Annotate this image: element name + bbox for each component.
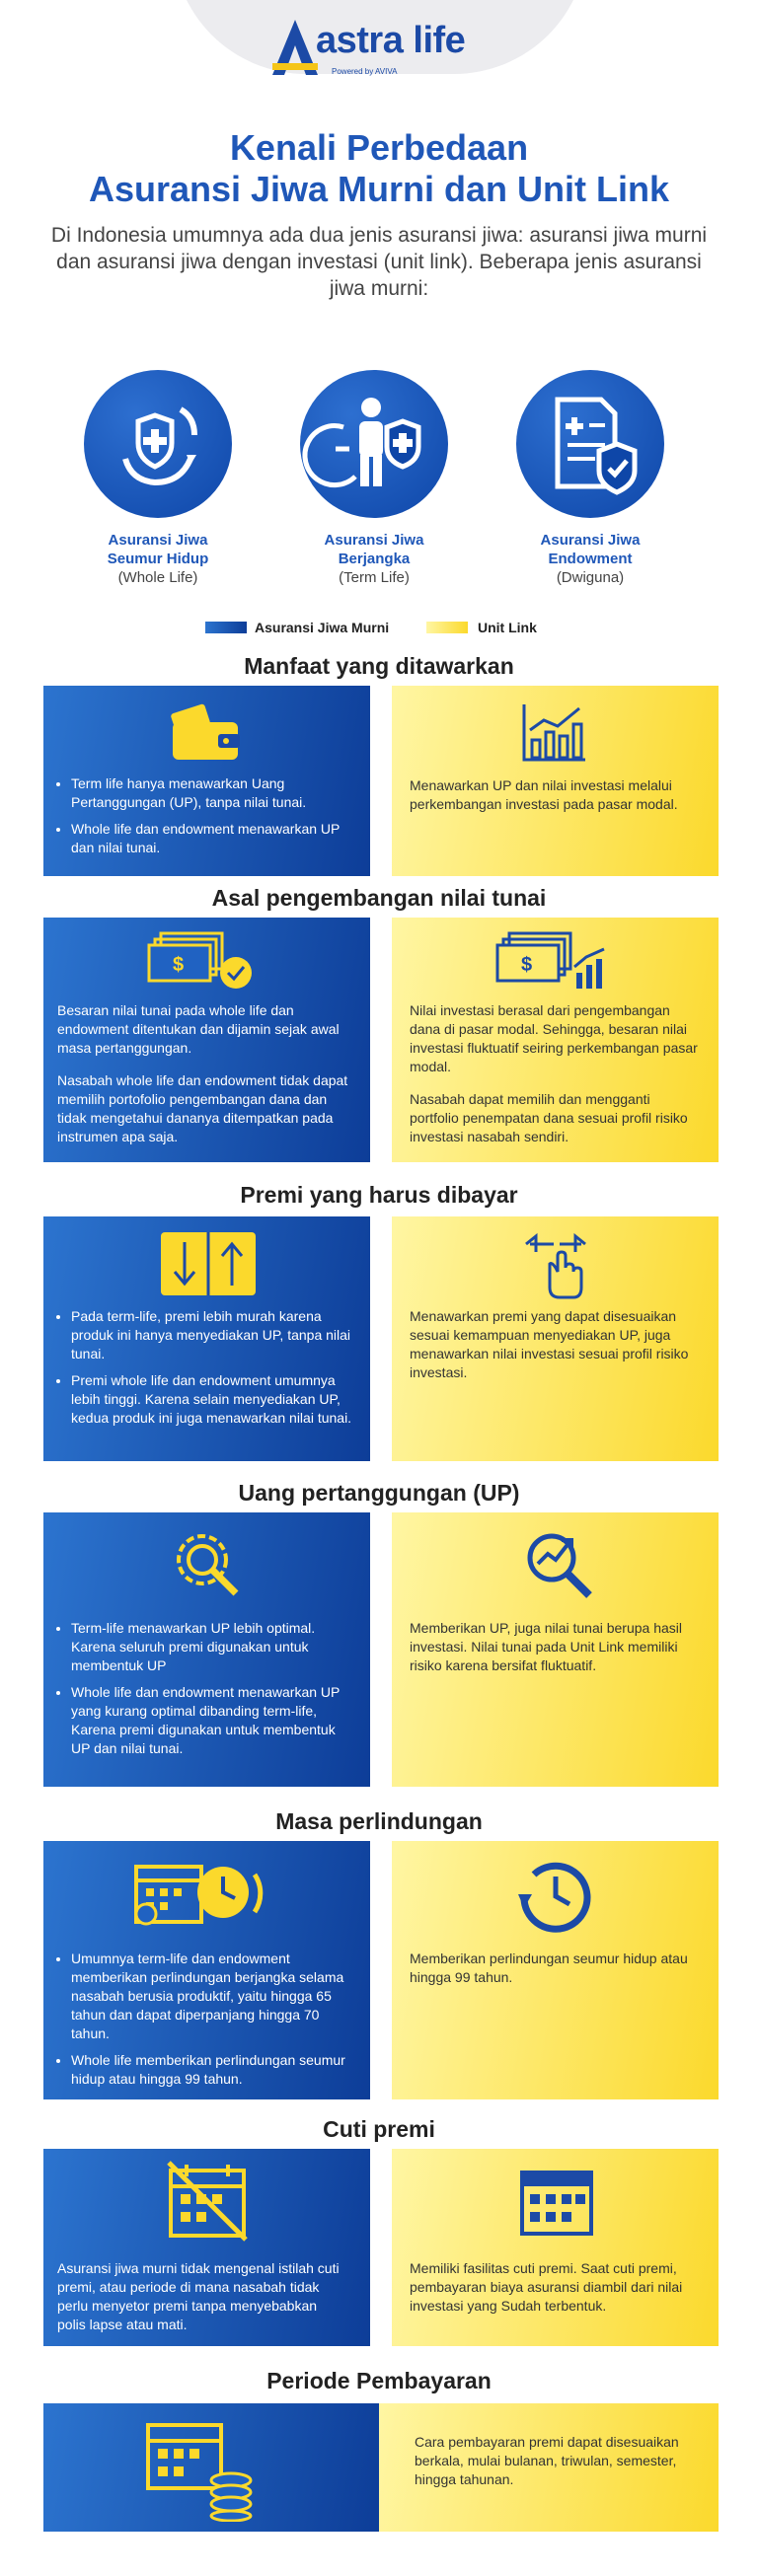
section-manfaat-blue-panel xyxy=(43,686,370,876)
manfaat-yellow-text: Menawarkan UP dan nilai investasi melalui perkembangan investasi pada pasar modal. xyxy=(410,777,678,812)
masa-blue-point-1: • Umumnya term-life dan endowment memberikan perlindungan berjangka selama nasabah berusia produktif, yaitu hingga 65 tahun dan dapat diperpanjang hingga 70 tahun. xyxy=(71,1950,353,2043)
section-premi-blue-panel xyxy=(43,1216,370,1461)
type-endowment-sub: (Dwiguna) xyxy=(556,569,625,586)
clock-refresh-icon xyxy=(514,1855,593,1934)
section-manfaat-title: Manfaat yang ditawarkan xyxy=(244,653,514,679)
brand-name: astra life xyxy=(316,20,466,61)
person-timer-shield-icon xyxy=(300,370,448,518)
section-up-yellow-panel xyxy=(392,1512,719,1787)
section-asal-title: Asal pengembangan nilai tunai xyxy=(211,885,547,911)
legend-yellow-label: Unit Link xyxy=(478,620,537,635)
type-whole-life-name2: Seumur Hidup xyxy=(107,551,209,567)
section-masa-yellow-panel xyxy=(392,1841,719,2099)
legend-blue-swatch xyxy=(205,622,247,633)
bar-chart-growth-icon xyxy=(520,700,589,765)
money-chart-icon xyxy=(495,929,609,998)
section-manfaat-yellow-panel xyxy=(392,686,719,876)
section-cuti-yellow-panel xyxy=(392,2149,719,2346)
section-up-title: Uang pertanggungan (UP) xyxy=(238,1480,520,1506)
astra-logo-icon xyxy=(270,18,320,77)
svg-text:$: $ xyxy=(521,954,533,976)
page-title-line2: Asuransi Jiwa Murni dan Unit Link xyxy=(88,169,670,209)
section-periode-blue-panel xyxy=(43,2403,379,2532)
intro-text: Di Indonesia umumnya ada dua jenis asuransi jiwa: asuransi jiwa murni dan asuransi jiwa dengan investasi (unit link). Beberapa jenis asuransi jiwa murni: xyxy=(50,224,708,300)
calendar-coins-icon xyxy=(142,2415,261,2522)
type-endowment-name1: Asuransi Jiwa xyxy=(540,532,641,549)
gear-search-icon xyxy=(167,1524,246,1603)
type-term-life-sub: (Term Life) xyxy=(339,569,410,586)
endowment-icon-circle xyxy=(516,370,664,518)
masa-blue-point-2: • Whole life memberikan perlindungan seumur hidup atau hingga 99 tahun. xyxy=(71,2051,353,2089)
premi-blue-point-1: • Pada term-life, premi lebih murah karena produk ini hanya menyediakan UP, tanpa nilai tunai. xyxy=(71,1307,353,1363)
asal-blue-text-1: Besaran nilai tunai pada whole life dan endowment ditentukan dan dijamin sejak awal masa pertanggungan. xyxy=(57,1002,340,1056)
section-masa-title: Masa perlindungan xyxy=(275,1808,483,1834)
up-blue-point-1: • Term-life menawarkan UP lebih optimal. Karena seluruh premi digunakan untuk membentuk UP xyxy=(71,1619,353,1675)
svg-text:$: $ xyxy=(173,954,185,976)
cuti-blue-text: Asuransi jiwa murni tidak mengenal istilah cuti premi, atau periode di mana nasabah tidak perlu menyetor premi tanpa menyebabkan polis lapse atau mati. xyxy=(57,2260,340,2332)
manfaat-blue-point-1: • Term life hanya menawarkan Uang Pertanggungan (UP), tanpa nilai tunai. xyxy=(71,774,353,812)
whole-life-icon-circle xyxy=(84,370,232,518)
section-asal-blue-panel xyxy=(43,918,370,1162)
premi-blue-point-2: • Premi whole life dan endowment umumnya lebih tinggi. Karena selain menyediakan UP, kedua produk ini juga menawarkan nilai tunai. xyxy=(71,1371,353,1428)
legend-blue-label: Asuransi Jiwa Murni xyxy=(255,620,390,635)
masa-yellow-text: Memberikan perlindungan seumur hidup atau hingga 99 tahun. xyxy=(410,1950,688,1985)
legend-yellow-swatch xyxy=(426,622,468,633)
calendar-clock-icon xyxy=(132,1853,280,1932)
search-growth-icon xyxy=(518,1524,597,1603)
calendar-icon xyxy=(518,2163,595,2240)
type-term-life-name2: Berjangka xyxy=(338,551,411,567)
asal-blue-text-2: Nasabah whole life dan endowment tidak dapat memilih portofolio pengembangan dana dan tidak mengetahui dananya ditempatkan pada instrumen apa saja. xyxy=(57,1072,348,1144)
type-whole-life-sub: (Whole Life) xyxy=(117,569,198,586)
swipe-hand-icon xyxy=(520,1228,594,1302)
section-asal-yellow-panel xyxy=(392,918,719,1162)
document-shield-icon xyxy=(516,370,664,518)
up-yellow-text: Memberikan UP, juga nilai tunai berupa hasil investasi. Nilai tunai pada Unit Link memiliki risiko karena bersifat fluktuatif. xyxy=(410,1620,683,1673)
section-periode-yellow-panel xyxy=(379,2403,719,2532)
asal-yellow-text-1: Nilai investasi berasal dari pengembangan dana di pasar modal. Sehingga, besaran nilai investasi fluktuatif seiring perkembangan pasar modal. xyxy=(410,1002,698,1074)
section-premi-yellow-panel xyxy=(392,1216,719,1461)
section-cuti-title: Cuti premi xyxy=(323,2116,435,2142)
type-term-life-name1: Asuransi Jiwa xyxy=(324,532,424,549)
section-up-blue-panel xyxy=(43,1512,370,1787)
type-endowment-name2: Endowment xyxy=(548,551,633,567)
premi-yellow-text: Menawarkan premi yang dapat disesuaikan sesuai kemampuan menyediakan UP, juga menawarkan nilai investasi sesuai profil risiko investasi. xyxy=(410,1308,689,1380)
page-title-line1: Kenali Perbedaan xyxy=(229,127,529,168)
asal-yellow-text-2: Nasabah dapat memilih dan mengganti portfolio penempatan dana sesuai profil risiko investasi nasabah sendiri. xyxy=(410,1091,688,1144)
brand-tagline: Powered by AVIVA xyxy=(332,67,398,76)
term-life-icon-circle xyxy=(300,370,448,518)
manfaat-blue-point-2: • Whole life dan endowment menawarkan UP dan nilai tunai. xyxy=(71,820,353,857)
type-whole-life-name1: Asuransi Jiwa xyxy=(108,532,208,549)
up-blue-point-2: • Whole life dan endowment menawarkan UP yang kurang optimal dibanding term-life, Karena premi digunakan untuk membentuk UP dan nilai tunai. xyxy=(71,1683,353,1758)
money-badge-icon xyxy=(147,929,261,998)
periode-yellow-text: Cara pembayaran premi dapat disesuaikan berkala, mulai bulanan, triwulan, semester, hingga tahunan. xyxy=(415,2434,679,2487)
section-premi-title: Premi yang harus dibayar xyxy=(240,1182,518,1208)
section-periode-title: Periode Pembayaran xyxy=(266,2368,492,2393)
cuti-yellow-text: Memiliki fasilitas cuti premi. Saat cuti premi, pembayaran biaya asuransi diambil dari nilai investasi yang Sudah terbentuk. xyxy=(410,2260,683,2314)
shield-cycle-icon xyxy=(84,370,232,518)
wallet-icon xyxy=(167,700,246,765)
section-cuti-blue-panel xyxy=(43,2149,370,2346)
arrows-down-up-icon xyxy=(159,1230,258,1297)
section-masa-blue-panel xyxy=(43,1841,370,2099)
calendar-crossed-icon xyxy=(167,2161,248,2242)
